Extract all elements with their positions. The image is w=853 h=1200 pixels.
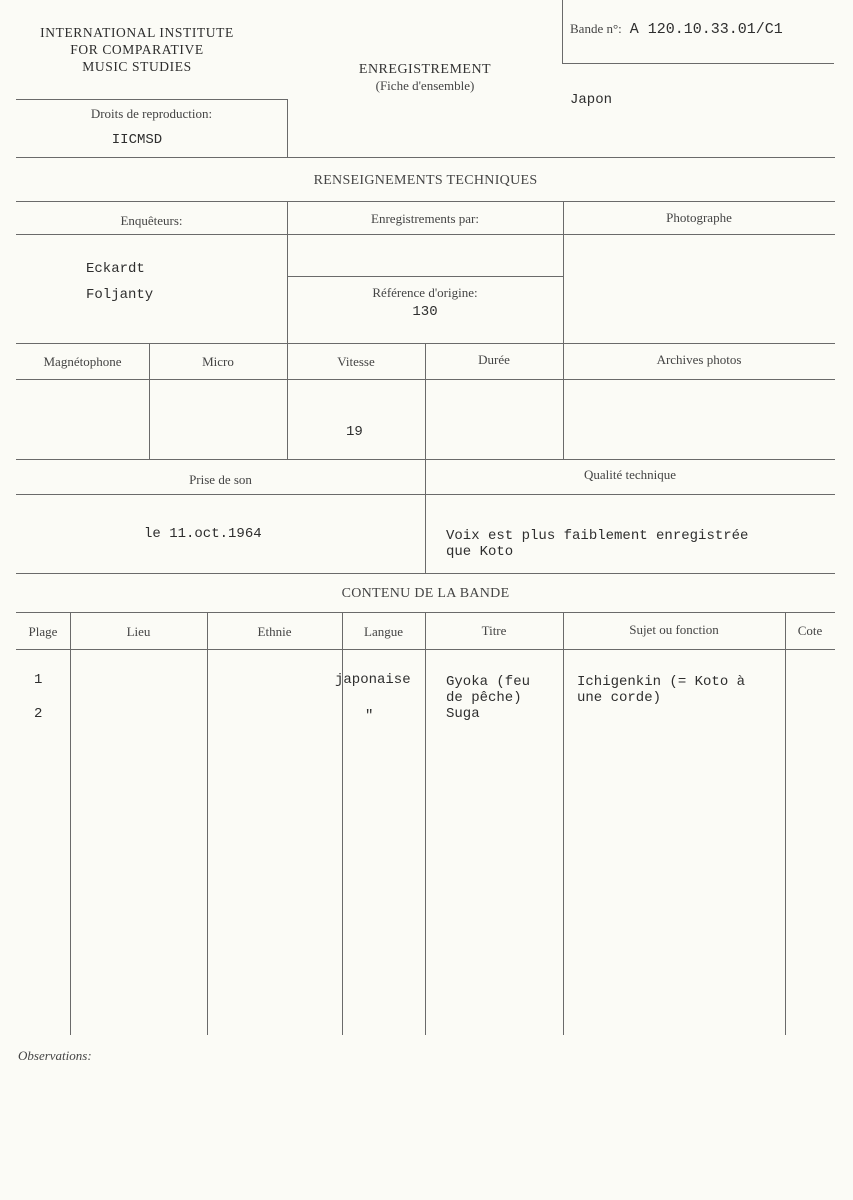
enregistrements-label: Enregistrements par: — [371, 211, 479, 226]
row-1-sujet-2: une corde) — [577, 690, 662, 706]
institute-line-1: INTERNATIONAL INSTITUTE — [40, 25, 234, 40]
qualite-line-1: Voix est plus faiblement enregistrée — [446, 528, 749, 544]
bande-number — [570, 20, 783, 38]
row-1-sujet-1: Ichigenkin (= Koto à — [577, 674, 746, 690]
col-sujet: Sujet ou fonction — [629, 622, 719, 637]
vitesse-value: 19 — [346, 424, 363, 440]
contents-section-title: CONTENU DE LA BANDE — [341, 586, 510, 601]
col-plage: Plage — [28, 624, 58, 639]
bande-value: A 120.10.33.01/C1 — [629, 21, 783, 38]
row-1-titre-1: Gyoka (feu — [446, 674, 531, 690]
enqueteur-1: Eckardt — [86, 261, 145, 277]
micro-label: Micro — [202, 354, 234, 369]
institute-line-3: MUSIC STUDIES — [82, 59, 192, 74]
reference-label: Référence d'origine: — [372, 285, 478, 300]
form-title-main: ENREGISTREMENT — [358, 62, 492, 77]
enqueteur-2: Foljanty — [86, 287, 154, 303]
photographe-label: Photographe — [666, 210, 732, 225]
col-titre: Titre — [481, 623, 507, 638]
prise-value: le 11.oct.1964 — [144, 526, 262, 542]
droits-label: Droits de reproduction: — [90, 106, 213, 121]
duree-label: Durée — [478, 352, 510, 367]
row-1-titre-2: de pêche) — [446, 690, 522, 706]
reference-value: 130 — [412, 304, 438, 320]
col-ethnie: Ethnie — [257, 624, 292, 639]
col-cote: Cote — [797, 623, 823, 638]
country-value: Japon — [570, 92, 613, 108]
col-langue: Langue — [364, 624, 403, 639]
qualite-label: Qualité technique — [583, 467, 677, 482]
bande-label: Bande n°: — [570, 21, 622, 36]
magnetophone-label: Magnétophone — [43, 354, 122, 369]
prise-label: Prise de son — [189, 472, 252, 487]
institute-name — [14, 24, 260, 75]
row-2-langue: " — [365, 708, 374, 724]
qualite-line-2: que Koto — [446, 544, 514, 560]
observations-label: Observations: — [18, 1048, 92, 1063]
vitesse-label: Vitesse — [337, 354, 375, 369]
archives-label: Archives photos — [656, 352, 742, 367]
row-1-plage: 1 — [34, 672, 43, 688]
institute-line-2: FOR COMPARATIVE — [70, 42, 204, 57]
col-lieu: Lieu — [126, 624, 151, 639]
row-2-titre-1: Suga — [446, 706, 480, 722]
row-2-plage: 2 — [34, 706, 43, 722]
form-title-sub: (Fiche d'ensemble) — [375, 78, 475, 93]
row-1-langue: japonaise — [335, 672, 411, 688]
technical-section-title: RENSEIGNEMENTS TECHNIQUES — [313, 173, 538, 188]
droits-value: IICMSD — [111, 132, 163, 148]
form-title — [330, 62, 520, 94]
enqueteurs-label: Enquêteurs: — [120, 213, 183, 228]
